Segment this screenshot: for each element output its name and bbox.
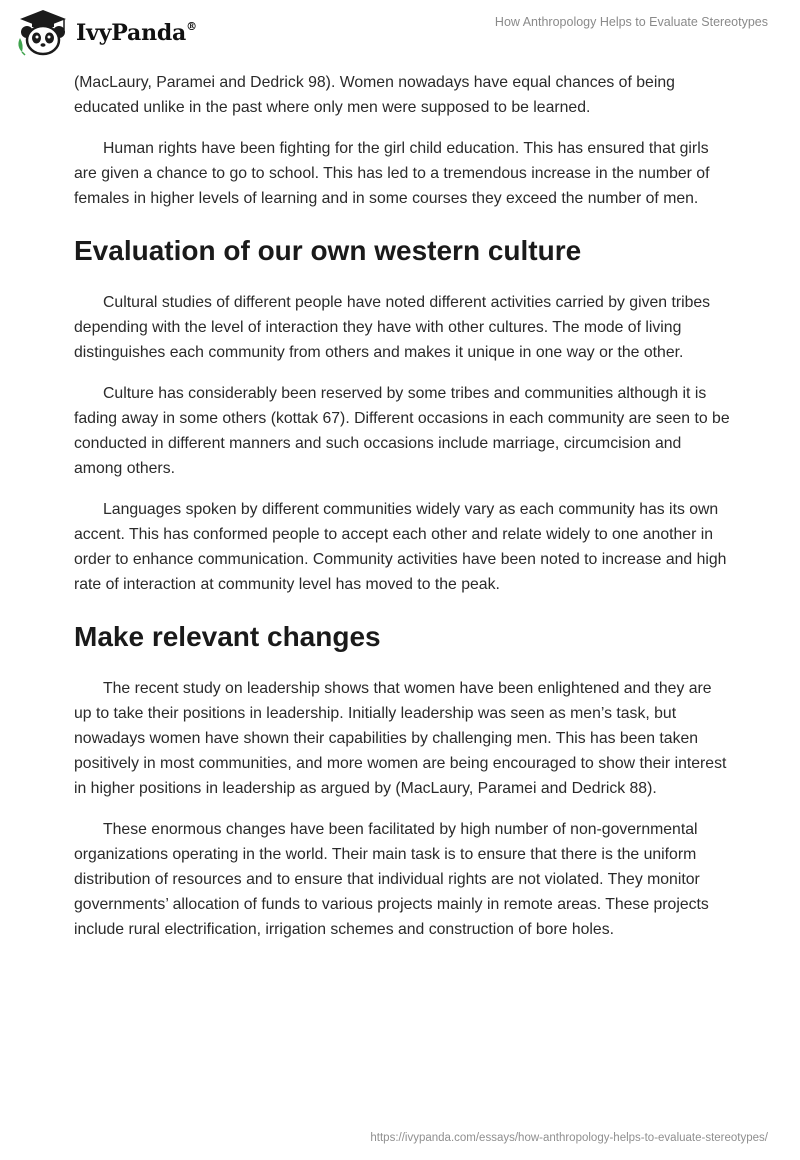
source-url[interactable]: https://ivypanda.com/essays/how-anthropology-helps-to-evaluate-stereotypes/ [370, 1132, 768, 1144]
document-title: How Anthropology Helps to Evaluate Stereotypes [494, 15, 768, 29]
page-header [0, 0, 800, 70]
paragraph-culture-reserved: Culture has considerably been reserved by some tribes and communities although it is fading away in some others (kottak 67). Different occasions in each community are seen to be conducted in different manners and such occasions include marriage, circumcision and among others. [74, 385, 730, 477]
essay-content [74, 70, 730, 958]
paragraph-leadership: The recent study on leadership shows that women have been enlightened and they are up to take their positions in leadership. Initially leadership was seen as men’s task, but nowadays women have shown their capabilities by challenging men. This has been taken positively in most communities, and more women are being encouraged to show their interest in higher positions in leadership as argued by (MacLaury, Paramei and Dedrick 88). [74, 680, 727, 797]
paragraph-intro: (MacLaury, Paramei and Dedrick 98). Women nowadays have equal chances of being educated unlike in the past where only men were supposed to be learned. [74, 74, 675, 116]
paragraph-ngos: These enormous changes have been facilitated by high number of non-governmental organizations operating in the world. Their main task is to ensure that there is the uniform distribution of resources and to ensure that individual rights are not violated. They monitor governments’ allocation of funds to various projects mainly in remote areas. These projects include rural electrification, irrigation schemes and construction of bore holes. [74, 821, 709, 938]
registered-mark: ® [186, 19, 197, 33]
brand-logo[interactable] [14, 8, 197, 58]
section-heading-changes: Make relevant changes [74, 621, 381, 652]
section-heading-evaluation: Evaluation of our own western culture [74, 235, 582, 266]
brand-name-text: IvyPanda [76, 20, 187, 46]
brand-name [76, 20, 197, 46]
paragraph-human-rights: Human rights have been fighting for the girl child education. This has ensured that girls are given a chance to go to school. This has led to a tremendous increase in the number of females in higher levels of learning and in some courses they exceed the number of men. [74, 140, 710, 207]
paragraph-cultural-studies: Cultural studies of different people have noted different activities carried by given tribes depending with the level of interaction they have with other cultures. The mode of living distinguishes each community from others and makes it unique in one way or the other. [74, 294, 711, 361]
panda-mascot-icon [14, 8, 72, 58]
paragraph-languages: Languages spoken by different communities widely vary as each community has its own accent. This has conformed people to accept each other and relate widely to one another in order to enhance communication. Community activities have been noted to increase and high rate of interaction at community level has moved to the peak. [74, 501, 727, 593]
